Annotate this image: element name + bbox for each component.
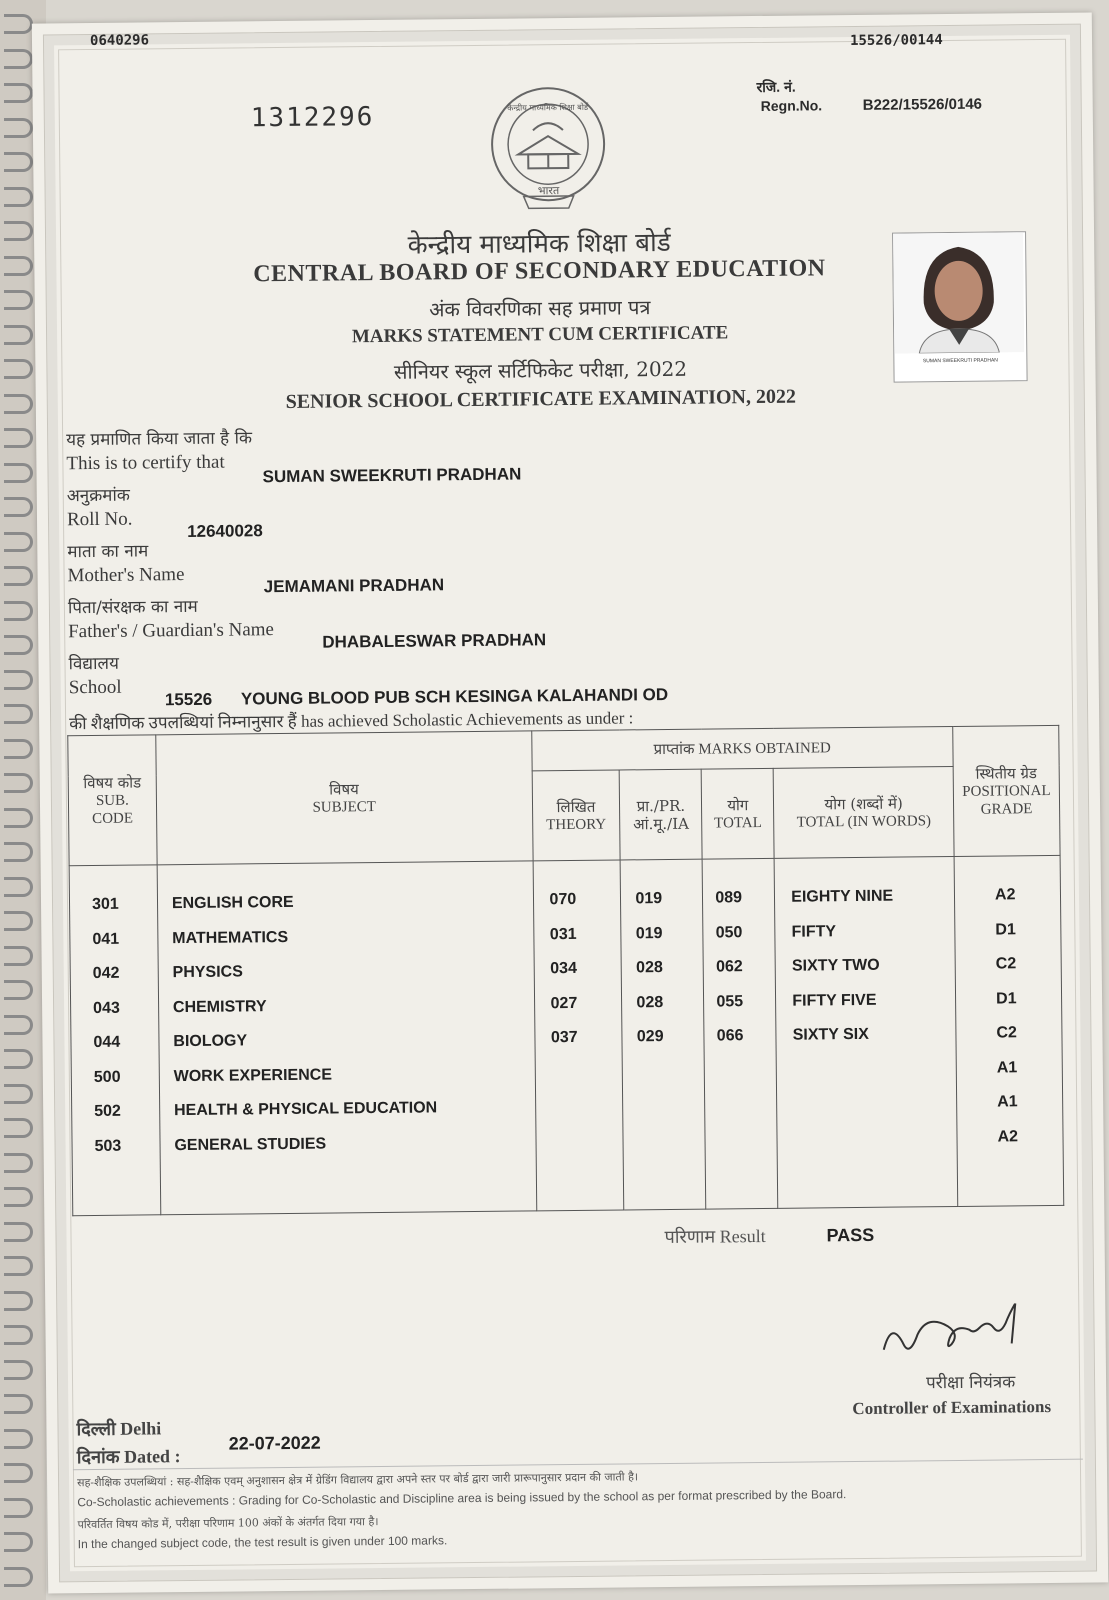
subject-code: 041 <box>92 930 120 948</box>
subject-name: ENGLISH CORE <box>171 893 294 913</box>
spiral-ring <box>4 1084 33 1104</box>
board-name-english: CENTRAL BOARD OF SECONDARY EDUCATION <box>253 255 826 288</box>
practical-marks <box>637 1089 703 1124</box>
spiral-ring <box>4 359 33 379</box>
codes-column <box>69 865 161 1216</box>
positional-grade: D1 <box>995 989 1017 1008</box>
header-total-words: योग (शब्दों में) TOTAL (IN WORDS) <box>773 766 954 858</box>
student-portrait-icon <box>893 232 1024 353</box>
practical-column <box>621 859 707 1210</box>
spiral-ring <box>4 1015 33 1035</box>
positional-grade: A1 <box>997 1093 1018 1111</box>
exam-title-hindi: सीनियर स्कूल सर्टिफिकेट परीक्षा, 2022 <box>393 356 688 384</box>
theory-marks <box>552 1089 622 1124</box>
positional-grade: C2 <box>995 955 1017 973</box>
total-marks <box>718 1122 776 1157</box>
theory-marks <box>551 1055 621 1090</box>
place-label: दिल्ली Delhi <box>76 1418 162 1440</box>
theory-marks <box>552 1124 622 1159</box>
regn-label-hindi: रजि. नं. <box>756 78 796 96</box>
words-column <box>774 856 957 1208</box>
grade-column <box>954 855 1064 1206</box>
subject-code: 301 <box>91 895 119 914</box>
spiral-ring <box>4 1429 33 1449</box>
student-name: SUMAN SWEEKRUTI PRADHAN <box>262 464 522 487</box>
total-in-words: SIXTY TWO <box>791 956 880 975</box>
practical-marks: 029 <box>636 1028 664 1046</box>
subject-code: 044 <box>93 1033 121 1052</box>
serial-left: 0640296 <box>89 32 150 49</box>
theory-marks: 034 <box>550 959 578 978</box>
subject-code: 043 <box>93 999 120 1017</box>
spiral-ring <box>4 1360 33 1380</box>
header-code: विषय कोड SUB. CODE <box>68 735 157 866</box>
spiral-ring <box>4 1325 33 1345</box>
spiral-ring <box>4 773 33 793</box>
serial-right: 15526/00144 <box>849 32 943 50</box>
school-name: YOUNG BLOOD PUB SCH KESINGA KALAHANDI OD <box>240 684 669 709</box>
spiral-ring <box>4 601 33 621</box>
seal-bottom-text: भारत <box>537 184 560 198</box>
cbse-seal-icon <box>482 84 613 215</box>
footnote-1: सह-शैक्षिक उपलब्धियां : सह-शैक्षिक एवम् अनुशासन क्षेत्र में ग्रेडिंग विद्यालय द्वारा अपने स्तर पर बोर्ड द्वारा जारी प्रारूपानुसार प्रदान की जाती है। <box>77 1470 639 1490</box>
total-marks: 055 <box>716 992 744 1010</box>
roll-label-english: Roll No. <box>66 508 133 531</box>
spiral-ring <box>4 1222 33 1242</box>
spiral-ring <box>4 566 33 586</box>
spiral-ring <box>4 394 33 414</box>
spiral-ring <box>4 290 33 310</box>
controller-title-english: Controller of Examinations <box>852 1396 1052 1419</box>
practical-marks: 019 <box>635 890 663 908</box>
spiral-ring <box>4 1049 33 1069</box>
mother-name: JEMAMANI PRADHAN <box>263 575 445 597</box>
header-practical: प्रा./PR. आं.मू./IA <box>620 769 703 860</box>
spiral-ring <box>4 1567 33 1587</box>
total-in-words: SIXTY SIX <box>792 1025 869 1044</box>
father-label-english: Father's / Guardian's Name <box>68 619 275 643</box>
positional-grade: A2 <box>994 886 1016 904</box>
practical-marks: 019 <box>635 924 663 942</box>
spiral-ring <box>4 1256 33 1276</box>
spiral-ring <box>4 118 33 138</box>
theory-marks: 031 <box>549 925 577 943</box>
roll-number: 12640028 <box>187 521 263 541</box>
spiral-ring <box>4 877 33 897</box>
spiral-ring <box>4 808 33 828</box>
school-label-hindi: विद्यालय <box>68 653 119 675</box>
subject-code: 503 <box>94 1137 122 1155</box>
roll-label-hindi: अनुक्रमांक <box>66 485 130 507</box>
marks-table <box>67 725 1064 1216</box>
total-in-words: EIGHTY NINE <box>791 887 894 906</box>
total-column <box>702 858 778 1209</box>
total-in-words <box>793 1086 955 1122</box>
practical-marks <box>637 1054 703 1089</box>
footnote-3: परिवर्तित विषय कोड में, परीक्षा परिणाम 100 अंकों के अंतर्गत दिया गया है। <box>77 1515 379 1532</box>
subject-code: 500 <box>93 1068 121 1086</box>
header-subject: विषय SUBJECT <box>156 731 533 865</box>
total-marks: 066 <box>716 1027 744 1045</box>
subject-code: 042 <box>92 964 120 983</box>
spiral-ring <box>4 980 33 1000</box>
seal-top-text: केन्द्रीय माध्यमिक शिक्षा बोर्ड <box>507 102 589 113</box>
achievements-line: की शैक्षणिक उपलब्धियां निम्नानुसार हैं has achieved Scholastic Achievements as under : <box>69 708 634 734</box>
subject-name: CHEMISTRY <box>172 997 267 1016</box>
spiral-ring <box>4 704 33 724</box>
spiral-ring <box>4 187 33 207</box>
subject-name: MATHEMATICS <box>172 928 289 947</box>
positional-grade: A1 <box>996 1058 1018 1077</box>
spiral-ring <box>4 1532 33 1552</box>
spiral-ring <box>4 1463 33 1483</box>
spiral-ring <box>4 842 33 862</box>
total-in-words <box>793 1051 955 1087</box>
spiral-ring <box>4 1153 33 1173</box>
theory-marks: 037 <box>550 1028 578 1047</box>
marksheet-document <box>32 12 1108 1593</box>
certify-label-english: This is to certify that <box>66 451 225 475</box>
statement-title-english: MARKS STATEMENT CUM CERTIFICATE <box>351 322 729 348</box>
subject-name: WORK EXPERIENCE <box>173 1066 333 1085</box>
header-theory: लिखित THEORY <box>532 770 621 861</box>
result-value: PASS <box>826 1224 875 1246</box>
spiral-ring <box>4 532 33 552</box>
exam-title-english: SENIOR SCHOOL CERTIFICATE EXAMINATION, 2022 <box>285 385 797 413</box>
spiral-ring <box>4 83 33 103</box>
certify-label-hindi: यह प्रमाणित किया जाता है कि <box>66 428 253 451</box>
result-label: परिणाम Result <box>664 1225 766 1248</box>
positional-grade: C2 <box>996 1024 1017 1042</box>
positional-grade: A2 <box>997 1127 1019 1146</box>
spiral-ring <box>4 14 33 34</box>
footnote-4: In the changed subject code, the test result is given under 100 marks. <box>77 1533 448 1552</box>
practical-marks: 028 <box>636 959 663 977</box>
total-in-words: FIFTY FIVE <box>792 991 877 1010</box>
date-value: 22-07-2022 <box>228 1432 321 1454</box>
spiral-ring <box>4 1118 33 1138</box>
spiral-ring <box>4 152 33 172</box>
header-total: योग TOTAL <box>701 768 774 859</box>
photo-caption: SUMAN SWEEKRUTI PRADHAN <box>922 357 998 365</box>
theory-column <box>533 860 625 1211</box>
total-marks <box>717 1088 775 1123</box>
mother-label-english: Mother's Name <box>67 564 185 587</box>
spiral-ring <box>4 739 33 759</box>
spiral-ring <box>4 946 33 966</box>
theory-marks: 070 <box>549 890 577 909</box>
subject-name: BIOLOGY <box>173 1032 248 1051</box>
subject-name: HEALTH & PHYSICAL EDUCATION <box>173 1099 438 1120</box>
theory-marks: 027 <box>550 994 578 1012</box>
subject-name: PHYSICS <box>172 963 243 982</box>
total-marks: 089 <box>715 889 743 907</box>
total-in-words <box>794 1120 956 1156</box>
controller-title-hindi: परीक्षा नियंत्रक <box>925 1372 1016 1394</box>
spiral-ring <box>4 256 33 276</box>
spiral-ring <box>4 221 33 241</box>
footnote-2: Co-Scholastic achievements : Grading for Co-Scholastic and Discipline area is being issued by the school as per format prescribed by the Board. <box>77 1487 847 1510</box>
spiral-ring <box>4 463 33 483</box>
father-label-hindi: पिता/संरक्षक का नाम <box>67 596 198 619</box>
total-marks <box>717 1053 775 1088</box>
school-code: 15526 <box>164 689 213 710</box>
subjects-column <box>157 861 536 1215</box>
spiral-ring <box>4 49 33 69</box>
spiral-ring <box>4 635 33 655</box>
total-marks: 050 <box>715 923 743 941</box>
practical-marks: 028 <box>636 993 664 1011</box>
father-name: DHABALESWAR PRADHAN <box>322 630 547 652</box>
spiral-ring <box>4 1187 33 1207</box>
practical-marks <box>638 1123 704 1158</box>
regn-label-english: Regn.No. <box>760 97 823 114</box>
school-label-english: School <box>68 676 122 699</box>
spiral-ring <box>4 497 33 517</box>
date-label: दिनांक Dated : <box>76 1446 181 1468</box>
spiral-ring <box>4 1291 33 1311</box>
spiral-ring <box>4 428 33 448</box>
spiral-ring <box>4 325 33 345</box>
student-photo <box>892 231 1028 382</box>
spiral-ring <box>4 911 33 931</box>
statement-title-hindi: अंक विवरणिका सह प्रमाण पत्र <box>429 295 651 322</box>
mother-label-hindi: माता का नाम <box>67 541 149 563</box>
total-marks: 062 <box>715 958 743 976</box>
positional-grade: D1 <box>995 920 1016 939</box>
total-in-words: FIFTY <box>791 922 837 941</box>
subject-name: GENERAL STUDIES <box>174 1135 327 1154</box>
subject-code: 502 <box>94 1102 121 1120</box>
regn-number: B222/15526/0146 <box>862 95 983 114</box>
spiral-ring <box>4 1394 33 1414</box>
board-name-hindi: केन्द्रीय माध्यमिक शिक्षा बोर्ड <box>407 227 671 261</box>
spiral-ring <box>4 670 33 690</box>
certificate-number: 1312296 <box>250 102 375 134</box>
header-marks-obtained: प्राप्तांक MARKS OBTAINED <box>531 726 953 770</box>
spiral-ring <box>4 1498 33 1518</box>
controller-signature-icon <box>873 1303 1054 1375</box>
header-grade: स्थितीय ग्रेड POSITIONAL GRADE <box>953 725 1060 856</box>
